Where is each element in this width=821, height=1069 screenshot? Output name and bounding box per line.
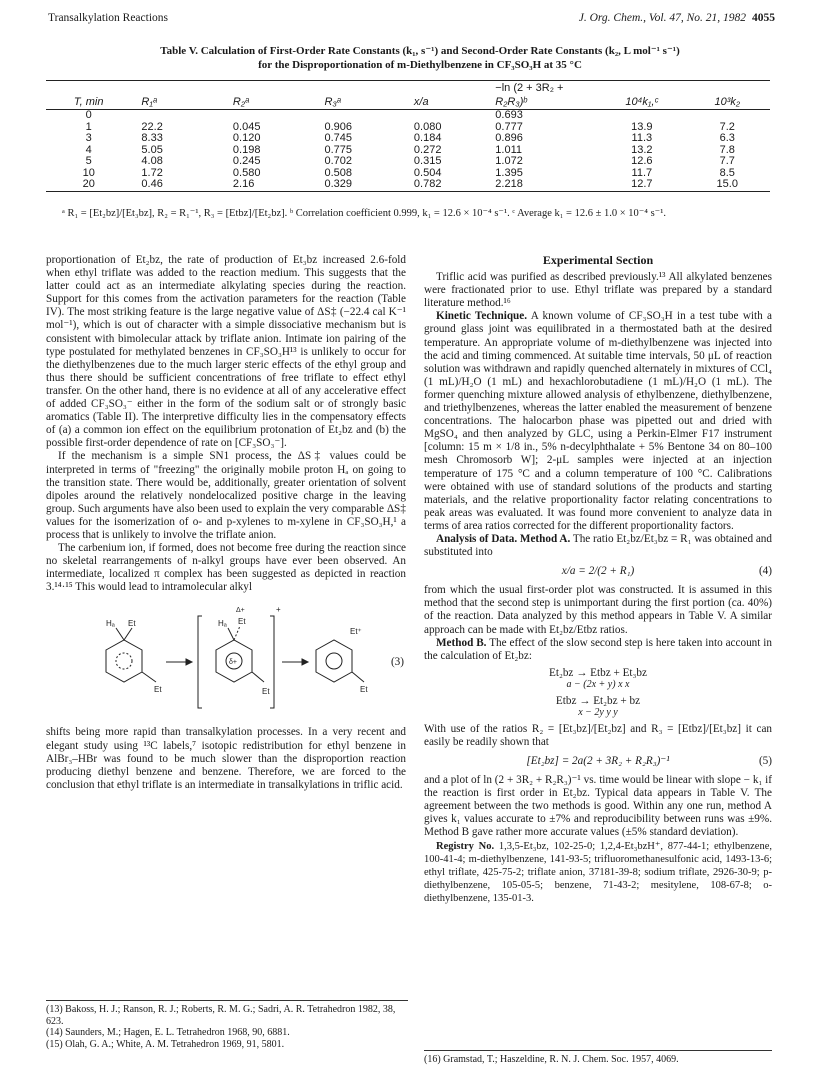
body-paragraph [424,310,772,533]
table-cell: 1.011 [495,143,522,156]
ha-label: Hₐ [218,619,227,629]
column-header: 10³k₂ [685,95,770,110]
table-cell [131,110,223,122]
table-row [46,133,770,145]
table-cell: 15.0 [685,179,770,191]
body-paragraph: With use of the ratios R₂ = [Et₃bz]/[Et₂bz] and R₃ = [Etbz]/[Et₃bz] it can easily be readily shown that [424,722,772,748]
paragraph-text: The effect of the slow second step is here taken into account in the calculation of Et₂bz: [424,636,772,662]
column-header: R₂ᵃ [223,95,319,110]
body-paragraph: and a plot of ln (2 + 3R₂ + R₂R₃)⁻¹ vs. time would be linear with slope − k₁ if the reaction is first order in Et₂bz. Typical data appears in Table V. The agreement between the two methods is good. Within any one run, method A gives k₁ values accurate to ±7% and reproducibility between runs was ±9%. Method B gave rather more accurate values (±5% standard deviation). [424,774,772,839]
subsection-heading: Method B. [436,636,487,649]
equation-5 [424,755,772,768]
table-cell: 0.508 [324,166,353,179]
table-cell: 0.329 [319,179,404,191]
running-header [48,12,775,28]
table-cell: 0.315 [413,155,442,167]
table-cell: 13.9 [631,120,653,133]
table-cell: 8.5 [719,166,735,179]
table-cell: 1.395 [495,166,523,179]
subsection-heading: Kinetic Technique. [436,310,528,323]
table-cell: 0.693 [495,109,523,121]
delta-plus-label: δ+ [229,659,237,667]
footnote: (13) Bakoss, H. J.; Ranson, R. J.; Roberts, R. M. G.; Sadri, A. R. Tetrahedron 1982, 38, 623. [46,1004,396,1027]
equation-number: (5) [758,755,772,767]
table-cell: 0 [85,109,92,121]
left-footnotes [46,1000,408,1050]
table-cell: 7.7 [719,155,735,167]
table-caption-line2: for the Disproportionation of m-Diethylbenzene in CF₃SO₃H at 35 °C [258,59,582,71]
arrow-icon [166,659,192,665]
body-paragraph [424,637,772,663]
table-cell: 0.896 [495,132,523,144]
table-cell: 4.08 [141,155,163,167]
section-heading: Experimental Section [542,253,654,267]
et-label: Et [128,619,136,629]
table-caption-line1: Table V. Calculation of First-Order Rate Constants (k₁, s⁻¹) and Second-Order Rate Constants (k₂, L mol⁻¹ s⁻¹) [160,45,680,57]
equation-text: x/a = 2/(2 + R₁) [561,565,635,578]
footnote: (14) Saunders, M.; Hagen, E. L. Tetrahedron 1968, 90, 6881. [46,1027,290,1038]
table-cell: 0.782 [404,179,487,191]
column-header: T, min [46,95,131,110]
journal-citation [579,12,775,24]
column-header-top: −ln (2 + 3R₂ + [487,81,599,96]
rate-constants-table [46,80,770,192]
body-paragraph: If the mechanism is a simple SN1 process, the ΔS‡ values could be interpreted in terms of "freezing" the originally mobile proton Hₐ on going to the transition state. There would be, additionally, greater orientation of solvent dipoles around the relatively nondelocalized positive charge in the leaving group. Such arguments have also been used to explain the very comparable ΔS‡ values for the isomerization of o- and p-xylenes to m-xylene in CF₃SO₃H,¹ a process that is unlikely to involve the triflate anion. [46,450,406,541]
right-column [424,254,772,905]
table-cell: 0.702 [324,155,353,167]
paragraph-text: The ratio Et₂bz/Et₃bz = R₁ was obtained and substituted into [424,532,772,559]
plus-label: + [276,605,281,615]
table-caption [90,44,750,72]
table-cell: 10 [82,166,95,179]
equation-number: (4) [758,565,772,578]
reaction-scheme-3 [46,600,406,720]
pi-complex-scheme [66,600,376,718]
table-cell: 0.245 [232,155,261,167]
subsection-heading: Analysis of Data. Method A. [436,532,571,545]
table-cell: 1 [85,120,92,133]
reaction-equation: Et₂bz → Etbz + Et₃bz [549,666,647,679]
et-label: Et [360,685,368,695]
table-cell: 0.906 [324,120,353,133]
table-cell: 2.218 [487,179,599,191]
table-cell: 11.3 [631,132,653,144]
table-cell: 11.7 [631,166,653,179]
page-number: 4055 [752,12,775,24]
body-paragraph: The carbenium ion, if formed, does not become free during the reaction since no skeletal rearrangements of n-alkyl groups have ever been observed. An intermediate, localized π complex has been suggested as depicted in reaction 3.¹⁴·¹⁵ This would lead to intramolecular alkyl [46,542,406,594]
table-cell: 1.072 [495,155,523,167]
table-cell: 20 [46,179,131,191]
body-paragraph: proportionation of Et₂bz, the rate of production of Et₃bz increased 2.6-fold when ethyl triflate was added to the reaction medium. This suggests that the latter could act as an intermediate alkylating species during the reaction. Support for this comes from the activation parameters for the reaction (Table IV). The most striking feature is the large negative value of ΔS‡ (−22.4 cal K⁻¹ mol⁻¹), which is out of character with a simple dissociative mechanism but is consistent with bimolecular attack by triflate anion. Intimate ion pairing of the type postulated for methylated benzenes in CF₃SO₃H¹³ is unlikely to occur for the diethylbenzenes due to the much larger steric effects of the ethyl group and thus there should be sufficient concentrations of free triflate to effect ethyl transfer. On the other hand, there is no evidence at all of any accelerative effect of added CF₃SO₃⁻ either in the form of the sodium salt or of strongly basic aromatics (Table II). The interpretive difficulty lies in the compensatory effects of (a) a common ion effect on the equilibrium protonation of Et₂bz and (b) the possible first-order dependence of rate on [CF₃SO₃⁻]. [46,254,406,450]
table-cell [223,110,319,122]
table-header-row-top [46,81,770,96]
sigma-complex-structure [106,628,156,682]
paragraph-text: A known volume of CF₃SO₃H in a test tube with a ground glass joint was equilibrated in a thermostated bath at the desired temperature. An appropriate volume of m-diethylbenzene was injected into the acid and timing commenced. At suitable time intervals, 50 μL of reaction solution was withdrawn and rapidly quenched alternately in mixtures of CCl₄ (1 mL)/H₂O (1 mL) and hexachlorobutadiene (1 mL)/H₂O (1 mL). The former quenching mixture allowed analysis of ethylbenzene, diethylbenzene, and triethylbenzenes, whereas the latter enabled the measurement of benzene concentrations. The halocarbon phase was pipetted out and dried with MgSO₄ and then analyzed by GLC, using a Perkin-Elmer F17 instrument [column: 15 m × 1/8 in., 5% n-decylphthalate + 5% Bentone 34 on 80–100 mesh Chromosorb W]; 2-μL samples were injected at an injection temperature of 175 °C and a column temperature of 100 °C. Calibrations were obtained with use of standard solutions of the products and starting materials, and the relative proportionality factor relating concentrations to peak areas was evaluated. It was found more convenient to analyze data in terms of area ratios corrected for the different proportionality factors. [424,310,773,532]
table-cell: 0.080 [413,120,442,133]
table-cell: 0.272 [413,143,442,156]
table-cell: 0.045 [232,120,261,133]
body-paragraph: from which the usual first-order plot was constructed. It is assumed in this method that the second step is unimportant during the first portion (ca. 40%) of the reaction. Data analyzed by this method appears in Table V. A similar approach can be made with Et₂bz/Etbz ratios. [424,584,772,636]
left-column [46,254,406,792]
table-cell: 0.120 [232,132,261,144]
et-label: Et [154,685,162,695]
table-cell: 0.46 [131,179,223,191]
reaction-equation: Etbz → Et₂bz + bz [555,694,641,707]
column-header: R₁ᵃ [131,95,223,110]
table-row [46,156,770,168]
right-footnote [424,1050,772,1066]
table-cell: 1.72 [141,166,163,179]
body-paragraph: Triflic acid was purified as described previously.¹³ All alkylated benzenes were fractionated prior to use. Ethyl triflate was prepared by a standard literature method.¹⁶ [424,271,772,310]
column-header: x/a [404,95,487,110]
table-cell: 0.775 [324,143,353,156]
reaction-amounts: a − (2x + y) x x [566,678,630,690]
table-cell: 5.05 [141,143,163,156]
table-footnote: ᵃ R₁ = [Et₂bz]/[Et₃bz], R₂ = R₁⁻¹, R₃ = [Etbz]/[Et₂bz]. ᵇ Correlation coefficient 0.999, k₁ = 12.6 × 10⁻⁴ s⁻¹. ᶜ Average k₁ = 12.6 ± 1.0 × 10⁻⁴ s⁻¹. [62,208,666,219]
column-header: R₃ᵃ [319,95,404,110]
reaction-step-2 [424,695,772,719]
table-cell: 12.6 [631,155,653,167]
ha-label: Hₐ [106,619,115,629]
table-cell [404,110,487,122]
et-label: Et [262,687,270,697]
table-cell: 6.3 [719,132,735,144]
et-plus-label: Et⁺ [350,627,362,637]
table-cell: 0.198 [232,143,261,156]
table-header-row [46,95,770,110]
delta-charge-label: Δ+ [236,607,245,615]
table-cell: 0.777 [495,120,523,133]
table-cell: 4 [85,143,92,156]
et-label: Et [238,617,246,627]
table-cell: 22.2 [141,120,163,133]
footnote: (16) Gramstad, T.; Haszeldine, R. N. J. Chem. Soc. 1957, 4069. [424,1054,679,1065]
equation-number: (3) [390,656,404,669]
reaction-amounts: x − 2y y y [578,706,618,718]
equation-text: [Et₂bz] = 2a(2 + 3R₂ + R₂R₃)⁻¹ [526,755,670,767]
arrow-icon [282,659,308,665]
column-header: 10⁴k₁,ᶜ [599,95,684,110]
table-cell: 5 [85,155,92,167]
table-row [46,179,770,191]
registry-heading: Registry No. [436,840,495,852]
table-cell: 0.504 [413,166,442,179]
ethylbenzene-structure [316,640,364,682]
table-cell: 8.33 [141,132,163,144]
table-cell: 7.2 [719,120,735,133]
running-title: Transalkylation Reactions [48,12,168,24]
reaction-step-1 [424,667,772,691]
table-cell: 3 [85,132,92,144]
table-cell: 0.580 [232,166,261,179]
table-cell [685,110,770,122]
body-paragraph [424,840,772,905]
footnote: (15) Olah, G. A.; White, A. M. Tetrahedron 1969, 91, 5801. [46,1038,285,1050]
registry-text: 1,3,5-Et₃bz, 102-25-0; 1,2,4-Et₃bzH⁺, 877-44-1; ethylbenzene, 100-41-4; m-diethylbenzene, 141-93-5; trifluoromethanesulfonic acid, 1493-13-6; ethyl triflate, 425-75-2; triflate anion, 37181-39-8; sodium triflate, 2926-30-9; p-diethylbenzene, 105-05-5; benzene, 71-43-2; mesitylene, 108-67-8; o-diethylbenzene, 135-01-3. [424,840,772,904]
body-paragraph [424,533,772,559]
table-cell: 0.184 [413,132,442,144]
table-cell: 13.2 [631,143,653,156]
table-row [46,110,770,122]
table-cell: 0.745 [324,132,353,144]
table-cell [319,110,404,122]
table-cell: 12.7 [599,179,684,191]
table-cell: 2.16 [223,179,319,191]
column-header: R₂R₃)ᵇ [487,95,599,110]
journal-name: J. Org. Chem., Vol. 47, No. 21, 1982 [578,12,746,24]
equation-4 [424,565,772,578]
body-paragraph: shifts being more rapid than transalkylation processes. In a very recent and elegant study using ¹³C labels,⁷ isotopic redistribution for ethyl benzene in AlBr₃–HBr was found to be much slower than the disproportion reaction producing diethyl benzene and benzene. Therefore, we are forced to the conclusion that ethyl triflate is an intermediate in transalkylations in triflic acid. [46,726,406,791]
table-cell: 7.8 [719,143,735,156]
table-cell [599,110,684,122]
